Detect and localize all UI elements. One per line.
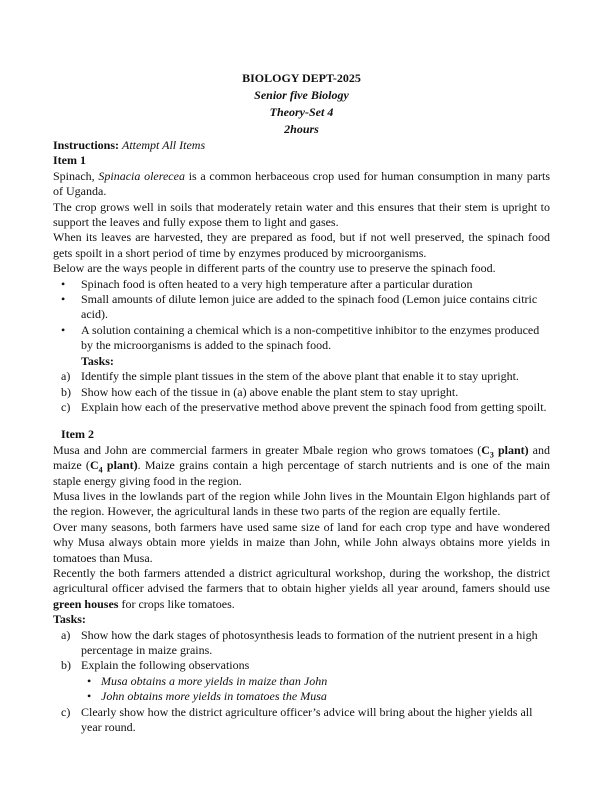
task-text: Explain the following observations — [81, 658, 250, 673]
intro-post: is a common herbaceous crop used for human consumption in many parts of Uganda. — [53, 168, 551, 199]
text-run: plant) — [102, 458, 138, 473]
c4-label — [89, 458, 138, 475]
task-c — [61, 400, 550, 415]
task-letter: b) — [61, 658, 71, 673]
spacer — [53, 415, 550, 427]
task-a — [61, 369, 550, 384]
instructions-text: Attempt All Items — [122, 138, 206, 152]
exam-header — [53, 70, 550, 138]
item-1-tasks — [53, 369, 550, 415]
text-run: plant) — [493, 442, 529, 457]
subscript: 4 — [98, 465, 103, 475]
item-2-intro — [53, 443, 550, 489]
intro-pre: Spinach, — [53, 168, 95, 183]
task-b — [61, 658, 550, 704]
observations-list — [81, 674, 550, 705]
text-run: Musa and John are commercial farmers in greater Mbale region who grows tomatoes ( — [53, 442, 482, 457]
task-c — [61, 705, 550, 736]
task-a — [61, 628, 550, 659]
task-letter: b) — [61, 384, 71, 399]
item-2-paragraph — [53, 566, 550, 612]
duration: 2hours — [284, 122, 319, 136]
text-run: for crops like tomatoes. — [118, 596, 235, 611]
task-letter: c) — [61, 399, 71, 414]
item-1-paragraph: Below are the ways people in different parts of the country use to preserve the spinach food. — [53, 261, 496, 276]
instructions — [53, 138, 550, 153]
task-text: Show how the dark stages of photosynthesis leads to formation of the nutrient present in a high percentage in maize grains. — [81, 627, 538, 657]
list-item: • Spinach food is often heated to a very high temperature after a particular duration — [53, 277, 550, 292]
task-letter: c) — [61, 704, 71, 719]
text-run: C — [481, 442, 490, 457]
item-2-paragraph: Musa lives in the lowlands part of the region while John lives in the Mountain Elgon highlands part of the region. However, the agricultural lands in these two parts of the region are equally fertile. — [53, 488, 550, 519]
c3-label — [481, 442, 529, 460]
green-houses: green houses — [53, 596, 119, 611]
item-2 — [53, 427, 550, 735]
task-text: Explain how each of the preservative method above prevent the spinach food from getting spoilt. — [81, 399, 547, 414]
instructions-label: Instructions: — [53, 138, 120, 152]
list-item: • John obtains more yields in tomatoes the Musa — [81, 689, 550, 704]
list-item: • A solution containing a chemical which is a non-competitive inhibitor to the enzymes produced by the microorganisms is added to the spinach food. — [53, 323, 550, 354]
item-2-title: Item 2 — [61, 427, 94, 442]
text-run: Recently the both farmers attended a district agricultural workshop, during the workshop, the district agricultural officer advised the farmers that to obtain higher yields all year around, famers should use — [53, 565, 550, 596]
set-title: Theory-Set 4 — [269, 105, 334, 119]
item-2-tasks — [53, 628, 550, 736]
item-1-paragraph: When its leaves are harvested, they are prepared as food, but if not well preserved, the spinach food gets spoilt in a short period of time by enzymes produced by microorganisms. — [53, 230, 550, 260]
task-b — [61, 385, 550, 400]
text-run: C — [89, 458, 99, 473]
item-1 — [53, 153, 550, 415]
preservation-methods-list — [53, 277, 550, 354]
text-run: . Maize grains contain a high percentage of starch nutrients and is one of the main staple energy giving food in the region. — [53, 458, 550, 488]
subscript: 3 — [489, 450, 494, 460]
dept-title: BIOLOGY DEPT-2025 — [242, 71, 361, 85]
scientific-name: Spinacia olerecea — [98, 168, 185, 183]
text-run: and maize ( — [53, 442, 550, 473]
class-title: Senior five Biology — [254, 88, 349, 102]
item-2-paragraph: Over many seasons, both farmers have used same size of land for each crop type and have wondered why Musa always obtain more yields in maize than John, while John always obtains more yields in tomatoes than Musa. — [53, 519, 550, 565]
list-item: • Musa obtains a more yields in maize than John — [81, 674, 550, 689]
item-1-intro — [53, 169, 550, 200]
item-1-paragraph: The crop grows well in soils that moderately retain water and this ensures that their stem is upright to support the leaves and fully expose them to light and gases. — [53, 199, 550, 230]
list-item: • Small amounts of dilute lemon juice are added to the spinach food (Lemon juice contains citric acid). — [53, 292, 550, 323]
item-1-title: Item 1 — [53, 153, 86, 168]
item-1-tasks-label: Tasks: — [81, 353, 114, 368]
task-text: Identify the simple plant tissues in the stem of the above plant that enable it to stay upright. — [81, 369, 519, 384]
task-letter: a) — [61, 627, 71, 642]
item-2-tasks-label: Tasks: — [53, 612, 86, 627]
task-text: Clearly show how the district agriculture officer’s advice will bring about the higher yields all year round. — [81, 704, 533, 735]
task-letter: a) — [61, 369, 71, 384]
task-text: Show how each of the tissue in (a) above enable the plant stem to stay upright. — [81, 384, 459, 399]
